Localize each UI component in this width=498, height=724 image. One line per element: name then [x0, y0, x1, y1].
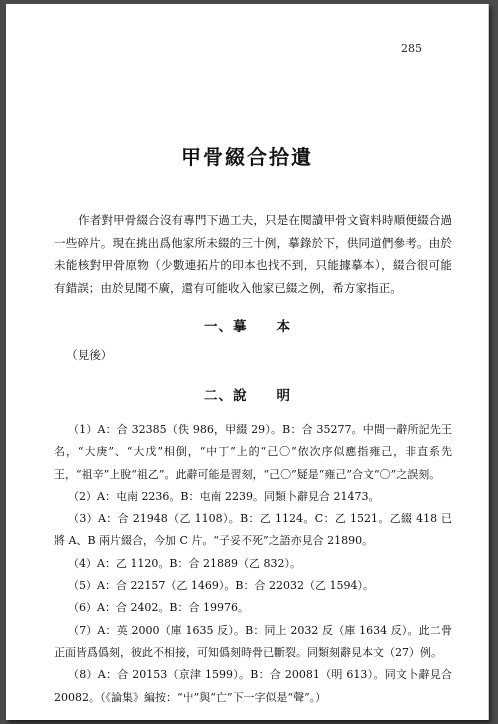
section-heading-notes: [6, 384, 488, 404]
section-heading-copies: [6, 315, 488, 335]
section-word: 明: [276, 388, 290, 404]
section-number: 二、: [204, 388, 233, 404]
page-title: 甲骨綴合拾遺: [181, 145, 313, 169]
note-entry: （6）A：合 2402。B：合 19976。: [68, 601, 250, 615]
note-entry: （4）A：乙 1120。B：合 21889（乙 832）。: [68, 556, 301, 570]
notes-list: [54, 419, 452, 709]
section-word: 本: [276, 319, 290, 335]
section-word: 摹: [233, 319, 247, 335]
page-number: 285: [401, 42, 422, 55]
book-page: [6, 4, 489, 720]
note-entry: （3）A：合 21948（乙 1108）。B：乙 1124。C：乙 1521。乙綴 418 已將 A、B 兩片綴合，今加 C 片。“子妥不死”之語亦見合 21890。: [54, 512, 452, 548]
section-number: 一、: [204, 319, 233, 335]
note-entry: （1）A：合 32385（佚 986，甲綴 29）。B：合 35277。中間一辭所記先王名，“大庚”、“大戊”相倒，“中丁”上的“己〇”依次序似應指雍己，非直系先王，“祖辛”上脫“祖乙”。此辭可能是習刻，“己〇”疑是“雍己”合文“〇”之誤刻。: [54, 423, 452, 481]
section-word: 說: [233, 388, 247, 404]
note-entry: （5）A：合 22157（乙 1469）。B：合 22032（乙 1594）。: [68, 579, 374, 593]
note-entry: （2）A：屯南 2236。B：屯南 2239。同類卜辭見合 21473。: [68, 489, 380, 503]
note-entry: （7）A：英 2000（庫 1635 反）。B：同上 2032 反（庫 1634 反）。此二骨正面皆爲僞刻，彼此不相接，可知僞刻時骨已斷裂。同類刻辭見本文（27）例。: [54, 623, 452, 659]
note-entry: （8）A：合 20153（京津 1599）。B：合 20081（明 613）。同文卜辭見合 20082。（《論集》編按：“屮”與“亡”下一字似是“聲”。）: [54, 668, 452, 704]
intro-paragraph: 作者對甲骨綴合沒有專門下過工夫，只是在閱讀甲骨文資料時順便綴合過一些碎片。現在挑出爲他家所未綴的三十例，摹錄於下，供同道們參考。由於未能核對甲骨原物（少數連拓片的印本也找不到，只能據摹本），綴合很可能有錯誤；由於見聞不廣，還有可能收入他家已綴之例，希方家指正。: [54, 213, 452, 295]
see-later-note: （見後）: [66, 348, 113, 362]
